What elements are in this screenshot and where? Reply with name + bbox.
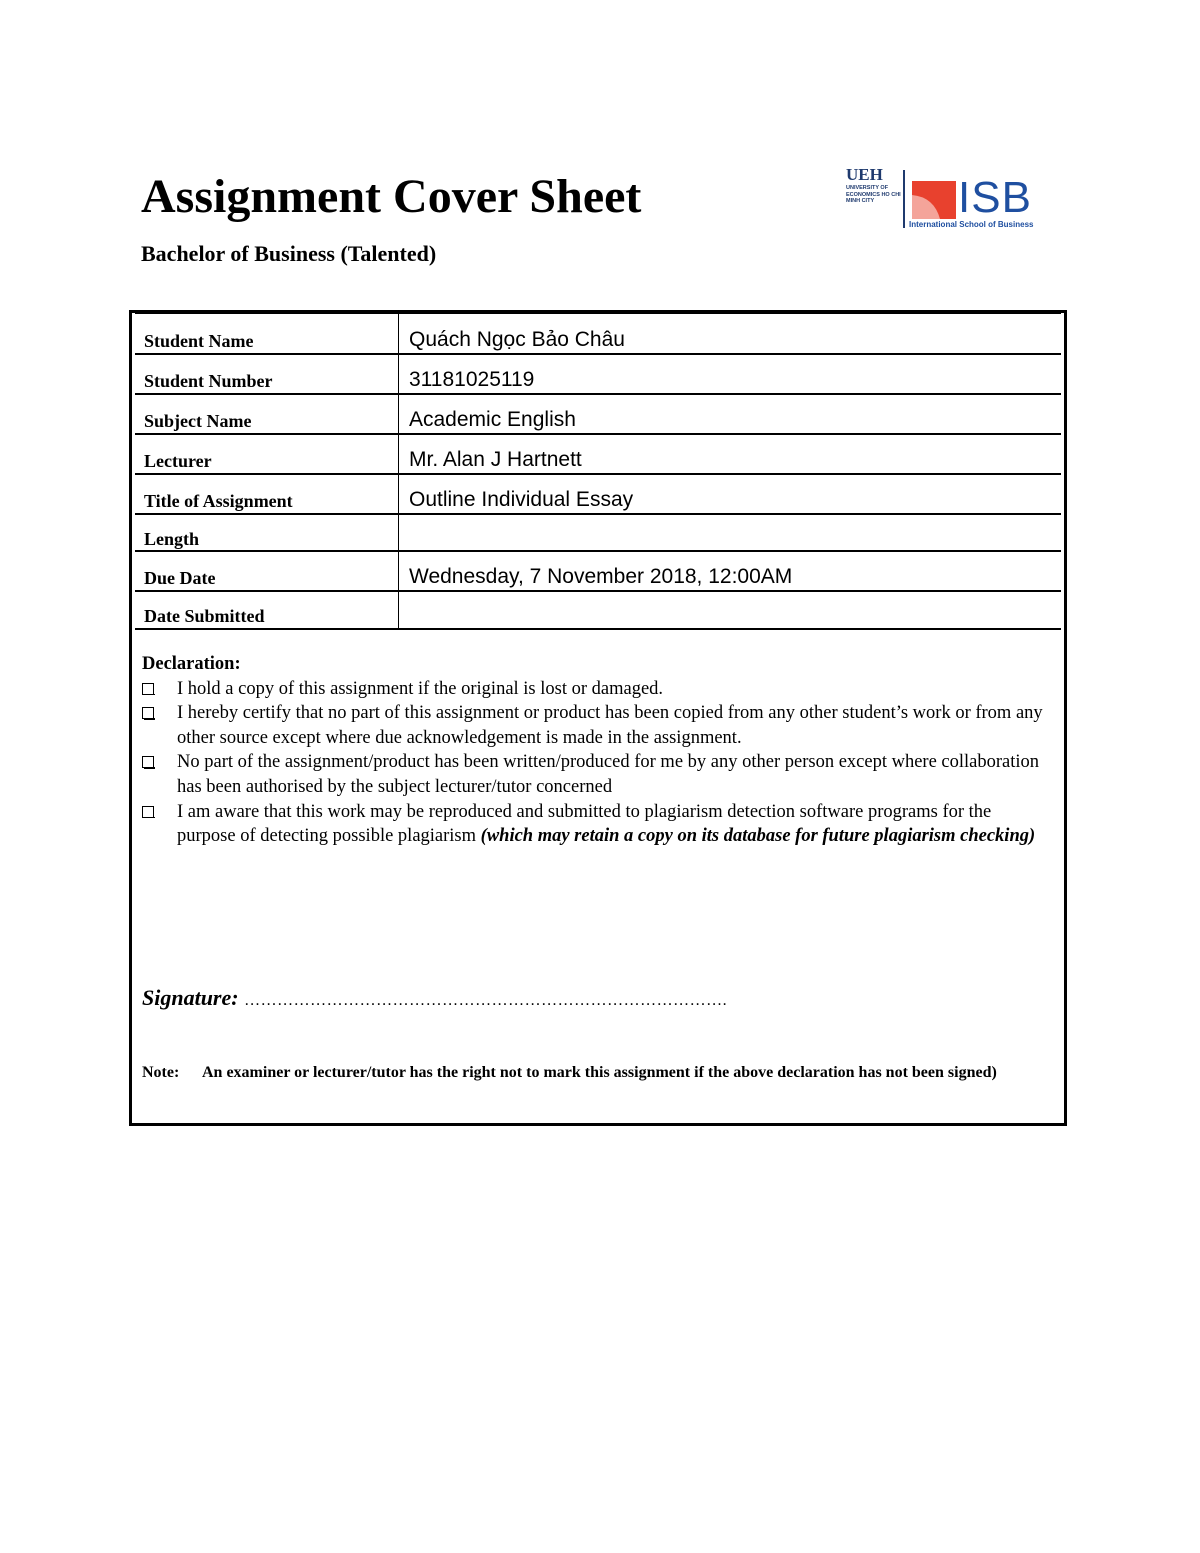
student-name-value: Quách Ngọc Bảo Châu — [409, 328, 625, 351]
student-name-field[interactable] — [398, 314, 1061, 353]
due-date-value: Wednesday, 7 November 2018, 12:00AM — [409, 565, 793, 588]
declaration-item-text: No part of the assignment/product has been written/produced for me by any other person except where collaboration has been authorised by the subject lecturer/tutor concerned — [177, 752, 1040, 797]
signature-dots: ……………………………………………………………………………. — [244, 992, 728, 1009]
isb-logo-text: ISB — [958, 173, 1032, 222]
note-text: An examiner or lecturer/tutor has the right not to mark this assignment if the above declaration has not been signed) — [202, 1064, 997, 1081]
title-of-assignment-label: Title of Assignment — [144, 491, 293, 511]
logo-divider — [903, 170, 905, 228]
checkbox-icon[interactable] — [142, 806, 154, 818]
student-number-field[interactable] — [398, 355, 1061, 393]
student-number-label: Student Number — [144, 371, 273, 391]
declaration-item-text: I am aware that this work may be reproduced and submitted to plagiarism detection software programs for the purpose of detecting possible plagiarism — [177, 801, 992, 847]
lecturer-field[interactable] — [398, 435, 1061, 473]
form-row-length — [135, 513, 1061, 551]
length-label: Length — [144, 529, 200, 549]
declaration-item — [142, 800, 1054, 849]
isb-logo-subtext: International School of Business — [909, 220, 1034, 229]
page-subtitle: Bachelor of Business (Talented) — [141, 241, 437, 266]
due-date-field[interactable] — [398, 552, 1061, 590]
declaration-item-text: I hold a copy of this assignment if the original is lost or damaged. — [177, 678, 664, 699]
cover-sheet-form — [129, 310, 1067, 1126]
form-row-lecturer — [135, 433, 1061, 473]
isb-mark-icon — [912, 181, 956, 219]
title-of-assignment-field[interactable] — [398, 475, 1061, 513]
form-row-title-of-assignment — [135, 473, 1061, 513]
lecturer-value: Mr. Alan J Hartnett — [409, 448, 582, 471]
subject-name-field[interactable] — [398, 395, 1061, 433]
declaration-section — [142, 652, 1054, 849]
checkbox-icon[interactable] — [142, 756, 154, 768]
lecturer-label: Lecturer — [144, 451, 212, 471]
subject-name-label: Subject Name — [144, 411, 252, 431]
declaration-emphasis: (which may retain a copy on its database for future plagiarism checking) — [480, 826, 1036, 847]
student-number-value: 31181025119 — [409, 368, 535, 391]
declaration-heading: Declaration: — [142, 654, 241, 674]
due-date-label: Due Date — [144, 568, 216, 588]
title-of-assignment-value: Outline Individual Essay — [409, 488, 634, 511]
date-submitted-label: Date Submitted — [144, 606, 265, 626]
signature-label: Signature: — [142, 985, 239, 1010]
declaration-item-text: I hereby certify that no part of this assignment or product has been copied from any other student’s work or from any other source except where due acknowledgement is made in the assignment. — [177, 703, 1043, 748]
note-label: Note: — [142, 1064, 180, 1081]
ueh-isb-logo — [846, 166, 1051, 232]
subject-name-value: Academic English — [409, 408, 576, 431]
checkbox-icon[interactable] — [142, 707, 154, 719]
form-row-subject-name — [135, 393, 1061, 433]
length-field[interactable] — [398, 515, 1061, 551]
form-row-due-date — [135, 550, 1061, 590]
form-row-date-submitted — [135, 590, 1061, 630]
declaration-item — [142, 701, 1054, 750]
declaration-item — [142, 677, 1054, 702]
form-row-student-name — [135, 313, 1061, 353]
student-name-label: Student Name — [144, 331, 254, 351]
ueh-logo-subtext: UNIVERSITY OF ECONOMICS HO CHI MINH CITY — [846, 185, 901, 204]
declaration-item — [142, 750, 1054, 799]
page-title: Assignment Cover Sheet — [141, 170, 642, 223]
date-submitted-field[interactable] — [398, 592, 1061, 628]
form-row-student-number — [135, 353, 1061, 393]
signature-line[interactable] — [142, 984, 727, 1015]
ueh-logo-text: UEH — [846, 165, 883, 184]
checkbox-icon[interactable] — [142, 683, 154, 695]
